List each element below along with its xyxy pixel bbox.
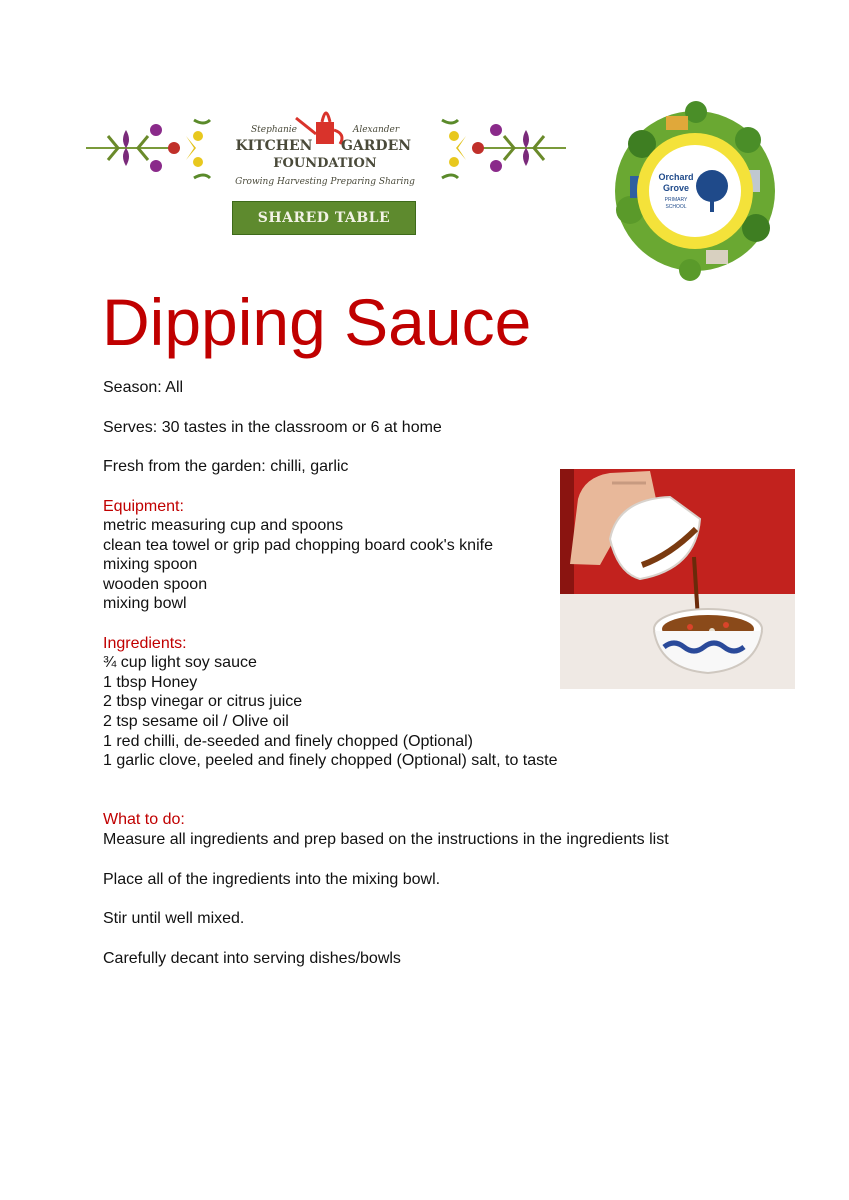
left-flower-border-icon xyxy=(86,120,210,178)
method-step: Place all of the ingredients into the mixing bowl. xyxy=(103,871,441,888)
fresh-from-garden-text: Fresh from the garden: chilli, garlic xyxy=(103,458,349,475)
equipment-item: clean tea towel or grip pad chopping board cook's knife xyxy=(103,537,493,554)
ingredient-item: 1 garlic clove, peeled and finely chopped (Optional) salt, to taste xyxy=(103,752,558,769)
shared-table-label: SHARED TABLE xyxy=(257,210,391,226)
school-name-line4: SCHOOL xyxy=(665,204,687,210)
method-step: Carefully decant into serving dishes/bowls xyxy=(103,950,401,967)
orchard-grove-school-logo xyxy=(606,100,784,282)
season-text: Season: All xyxy=(103,379,184,396)
ingredient-item: 2 tsp sesame oil / Olive oil xyxy=(103,713,289,730)
equipment-item: wooden spoon xyxy=(103,576,208,593)
svg-text:Alexander: Alexander xyxy=(352,125,400,135)
equipment-item: metric measuring cup and spoons xyxy=(103,517,344,534)
method-heading: What to do: xyxy=(103,811,185,828)
ingredient-item: ¾ cup light soy sauce xyxy=(103,654,257,671)
recipe-title: Dipping Sauce xyxy=(102,285,532,359)
method-step: Measure all ingredients and prep based on the instructions in the ingredients list xyxy=(103,831,669,848)
equipment-item: mixing bowl xyxy=(103,595,187,612)
equipment-heading: Equipment: xyxy=(103,498,184,515)
ingredient-item: 2 tbsp vinegar or citrus juice xyxy=(103,693,303,710)
serves-text: Serves: 30 tastes in the classroom or 6 at home xyxy=(103,419,442,436)
school-name-line1: Orchard xyxy=(658,172,694,182)
school-name-line2: Grove xyxy=(662,183,690,193)
right-flower-border-icon xyxy=(442,120,566,178)
svg-text:Stephanie: Stephanie xyxy=(250,125,298,135)
method-step: Stir until well mixed. xyxy=(103,910,245,927)
ingredients-heading: Ingredients: xyxy=(103,635,187,652)
svg-text:KITCHEN: KITCHEN xyxy=(235,138,313,154)
school-name-line3: PRIMARY xyxy=(664,197,688,203)
ingredient-item: 1 tbsp Honey xyxy=(103,674,198,691)
shared-table-banner xyxy=(232,201,416,235)
svg-text:FOUNDATION: FOUNDATION xyxy=(273,156,377,171)
dipping-sauce-photo xyxy=(560,469,795,689)
svg-text:Growing Harvesting Preparing S: Growing Harvesting Preparing Sharing xyxy=(235,177,415,187)
ingredient-item: 1 red chilli, de-seeded and finely chopped (Optional) xyxy=(103,733,474,750)
equipment-item: mixing spoon xyxy=(103,556,198,573)
svg-text:GARDEN: GARDEN xyxy=(340,138,412,154)
